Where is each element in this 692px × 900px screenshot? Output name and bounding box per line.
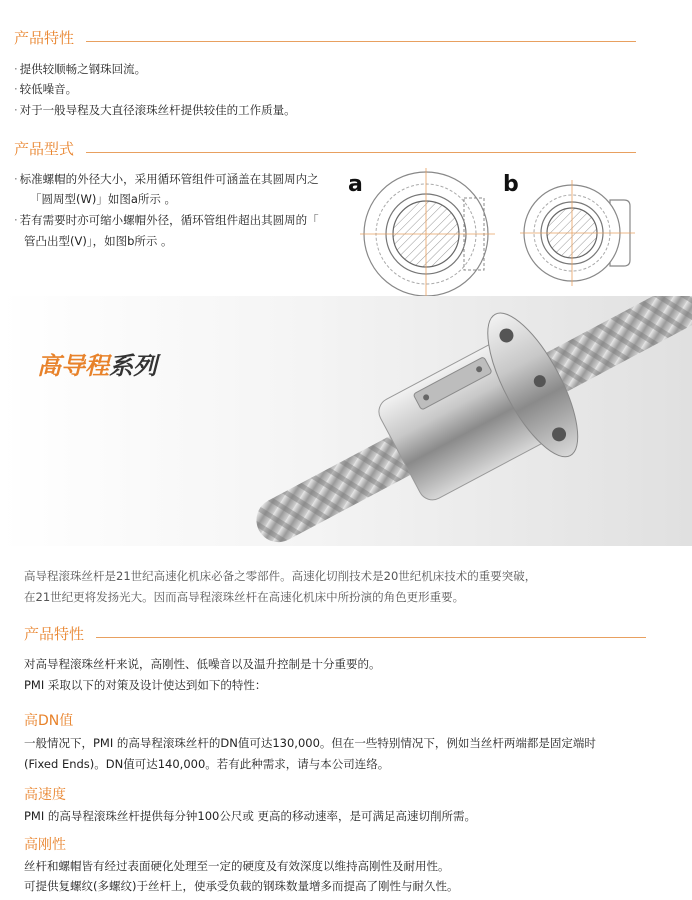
diagram-b-label: b (503, 172, 519, 197)
type-line: 「圆周型(W)」如图a所示 。 (30, 192, 177, 206)
feature-item: · 对于一般导程及大直径滚珠丝杆提供较佳的工作质量。 (14, 101, 296, 119)
section-header-types (14, 139, 636, 159)
diagram-b-protruding-type (520, 178, 640, 288)
section-header-features (14, 28, 636, 48)
feature-item: · 提供较顺畅之钢珠回流。 (14, 60, 146, 78)
section-rule (96, 637, 646, 638)
feature-title-high-dn: 高DN值 (24, 713, 74, 729)
feature-line: 一般情况下，PMI 的高导程滚珠丝杆的DN值可达130,000。但在一些特别情况下，例如当丝杆两端都是固定端时 (24, 736, 596, 750)
type-line: · 标准螺帽的外径大小，采用循环管组件可涵盖在其圆周内之 (14, 170, 319, 188)
feature-title-high-speed: 高速度 (24, 787, 66, 803)
series-title-rest: 系列 (109, 352, 157, 380)
feature-line: 丝杆和螺帽皆有经过表面硬化处理至一定的硬度及有效深度以维持高刚性及耐用性。 (24, 859, 450, 873)
intro-line: 高导程滚珠丝杆是21世纪高速化机床必备之零部件。高速化切削技术是20世纪机床技术的重要突破， (24, 569, 537, 583)
section-title: 产品特性 (24, 625, 85, 643)
section3-line: PMI 采取以下的对策及设计使达到如下的特性： (24, 678, 267, 692)
section-rule (86, 152, 636, 153)
feature-title-high-rigidity: 高刚性 (24, 837, 66, 853)
feature-item: · 较低噪音。 (14, 80, 77, 98)
diagram-a-round-type (360, 168, 500, 298)
section-title: 产品型式 (14, 140, 75, 158)
type-line: 管凸出型(V)」，如图b所示 。 (24, 234, 173, 248)
series-title-highlight: 高导程 (37, 352, 109, 380)
feature-line: (Fixed Ends)。DN值可达140,000。若有此种需求，请与本公司连络。 (24, 757, 390, 771)
section-title: 产品特性 (14, 29, 75, 47)
section3-line: 对高导程滚珠丝杆来说，高刚性、低噪音以及温升控制是十分重要的。 (24, 657, 381, 671)
series-title (37, 346, 157, 381)
ball-screw-product-image (0, 296, 692, 546)
feature-line: 可提供复螺纹(多螺纹)于丝杆上，使承受负载的钢珠数量增多而提高了刚性与耐久性。 (24, 879, 459, 893)
intro-line: 在21世纪更将发扬光大。因而高导程滚珠丝杆在高速化机床中所扮演的角色更形重要。 (24, 590, 465, 604)
section-rule (86, 41, 636, 42)
diagram-a-label: a (348, 172, 363, 197)
section-header-features-2 (24, 624, 646, 644)
feature-line: PMI 的高导程滚珠丝杆提供每分钟100公尺或 更高的移动速率，是可满足高速切削所需。 (24, 809, 477, 823)
type-line: · 若有需要时亦可缩小螺帽外径，循环管组件超出其圆周的「 (14, 211, 319, 229)
